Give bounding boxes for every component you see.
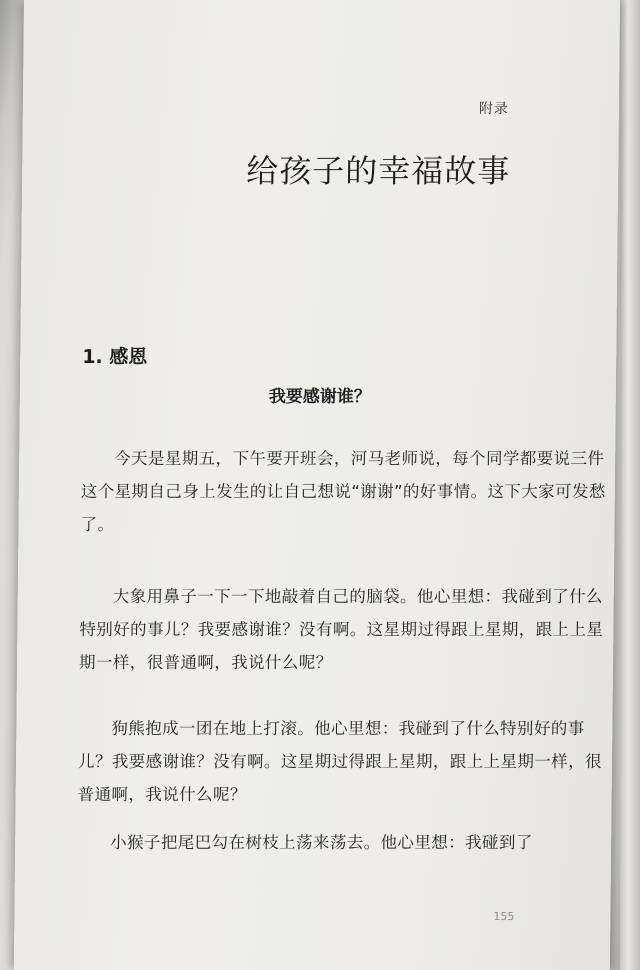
paragraph-1: 今天是星期五，下午要开班会，河马老师说，每个同学都要说三件这个星期自己身上发生的让自己想说“谢谢”的好事情。这下大家可发愁了。: [80, 449, 606, 534]
paragraph-4: 小猴子把尾巴勾在树枝上荡来荡去。他心里想：我碰到了: [110, 833, 533, 852]
paragraph-3: 狗熊抱成一团在地上打滚。他心里想：我碰到了什么特别好的事儿？我要感谢谁？没有啊。这星期过得跟上星期，跟上上星期一样，很普通啊，我说什么呢？: [77, 719, 603, 804]
section-heading: 1. 感恩: [82, 346, 148, 368]
page-number: 155: [493, 910, 515, 923]
page-title: 给孩子的幸福故事: [245, 152, 511, 190]
paragraph-2: 大象用鼻子一下一下地敲着自己的脑袋。他心里想：我碰到了什么特别好的事儿？我要感谢谁？没有啊。这星期过得跟上星期，跟上上星期一样，很普通啊，我说什么呢？: [78, 587, 604, 672]
book-edge: [620, 0, 640, 970]
book-page: [14, 0, 620, 970]
story-title: 我要感谢谁？: [268, 387, 371, 407]
appendix-label: 附录: [478, 101, 509, 117]
